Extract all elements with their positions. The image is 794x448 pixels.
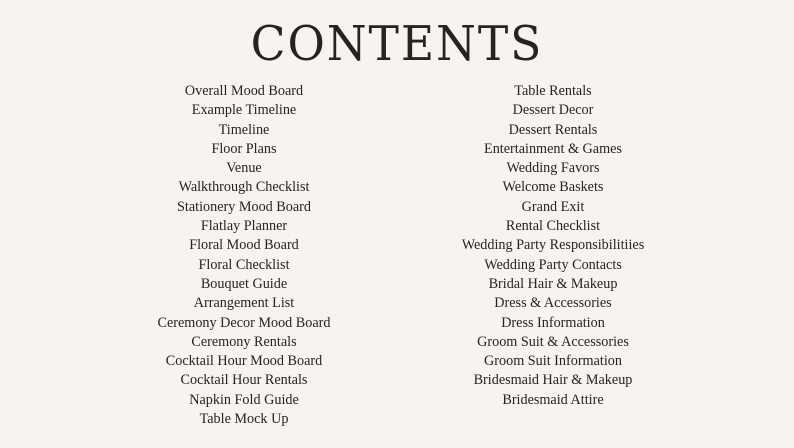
contents-item[interactable]: Wedding Party Contacts	[484, 256, 622, 273]
contents-item[interactable]: Table Rentals	[514, 83, 592, 99]
contents-item[interactable]: Venue	[226, 160, 262, 177]
contents-list-left	[114, 82, 374, 429]
page-title: CONTENTS	[250, 16, 544, 72]
contents-item[interactable]: Dress Information	[501, 314, 605, 331]
contents-item[interactable]: Overall Mood Board	[184, 83, 304, 99]
contents-item[interactable]: Table Mock Up	[199, 411, 289, 428]
contents-item[interactable]: Wedding Favors	[506, 160, 600, 177]
contents-item[interactable]: Cocktail Hour Mood Board	[165, 353, 323, 370]
contents-item[interactable]: Flatlay Planner	[200, 218, 288, 235]
contents-item[interactable]: Dessert Decor	[512, 102, 594, 119]
contents-item[interactable]: Floral Checklist	[198, 256, 290, 273]
contents-item[interactable]: Floor Plans	[211, 140, 277, 157]
contents-item[interactable]: Napkin Fold Guide	[189, 391, 299, 408]
contents-item[interactable]: Timeline	[218, 121, 270, 138]
contents-item[interactable]: Ceremony Decor Mood Board	[157, 314, 331, 331]
contents-item[interactable]: Wedding Party Responsibilitiies	[461, 237, 645, 254]
contents-item[interactable]: Walkthrough Checklist	[178, 179, 310, 196]
contents-item[interactable]: Rental Checklist	[505, 218, 601, 235]
contents-item[interactable]: Entertainment & Games	[484, 140, 622, 157]
contents-item[interactable]: Bridal Hair & Makeup	[488, 275, 618, 292]
contents-item[interactable]: Grand Exit	[521, 198, 585, 215]
contents-item[interactable]: Dress & Accessories	[494, 295, 612, 312]
contents-item[interactable]: Dessert Rentals	[508, 121, 598, 138]
contents-list-right	[423, 82, 683, 410]
contents-item[interactable]: Welcome Baskets	[502, 179, 604, 196]
contents-item[interactable]: Floral Mood Board	[189, 237, 299, 254]
contents-item[interactable]: Ceremony Rentals	[191, 333, 297, 350]
contents-item[interactable]: Arrangement List	[193, 295, 295, 312]
contents-item[interactable]: Stationery Mood Board	[177, 198, 311, 215]
contents-item[interactable]: Groom Suit & Accessories	[477, 333, 629, 350]
contents-item[interactable]: Bridesmaid Hair & Makeup	[473, 372, 633, 389]
contents-item[interactable]: Example Timeline	[191, 102, 297, 119]
contents-item[interactable]: Groom Suit Information	[484, 353, 622, 370]
contents-item[interactable]: Bouquet Guide	[200, 275, 288, 292]
contents-item[interactable]: Cocktail Hour Rentals	[180, 372, 308, 389]
contents-item[interactable]: Bridesmaid Attire	[502, 391, 604, 408]
